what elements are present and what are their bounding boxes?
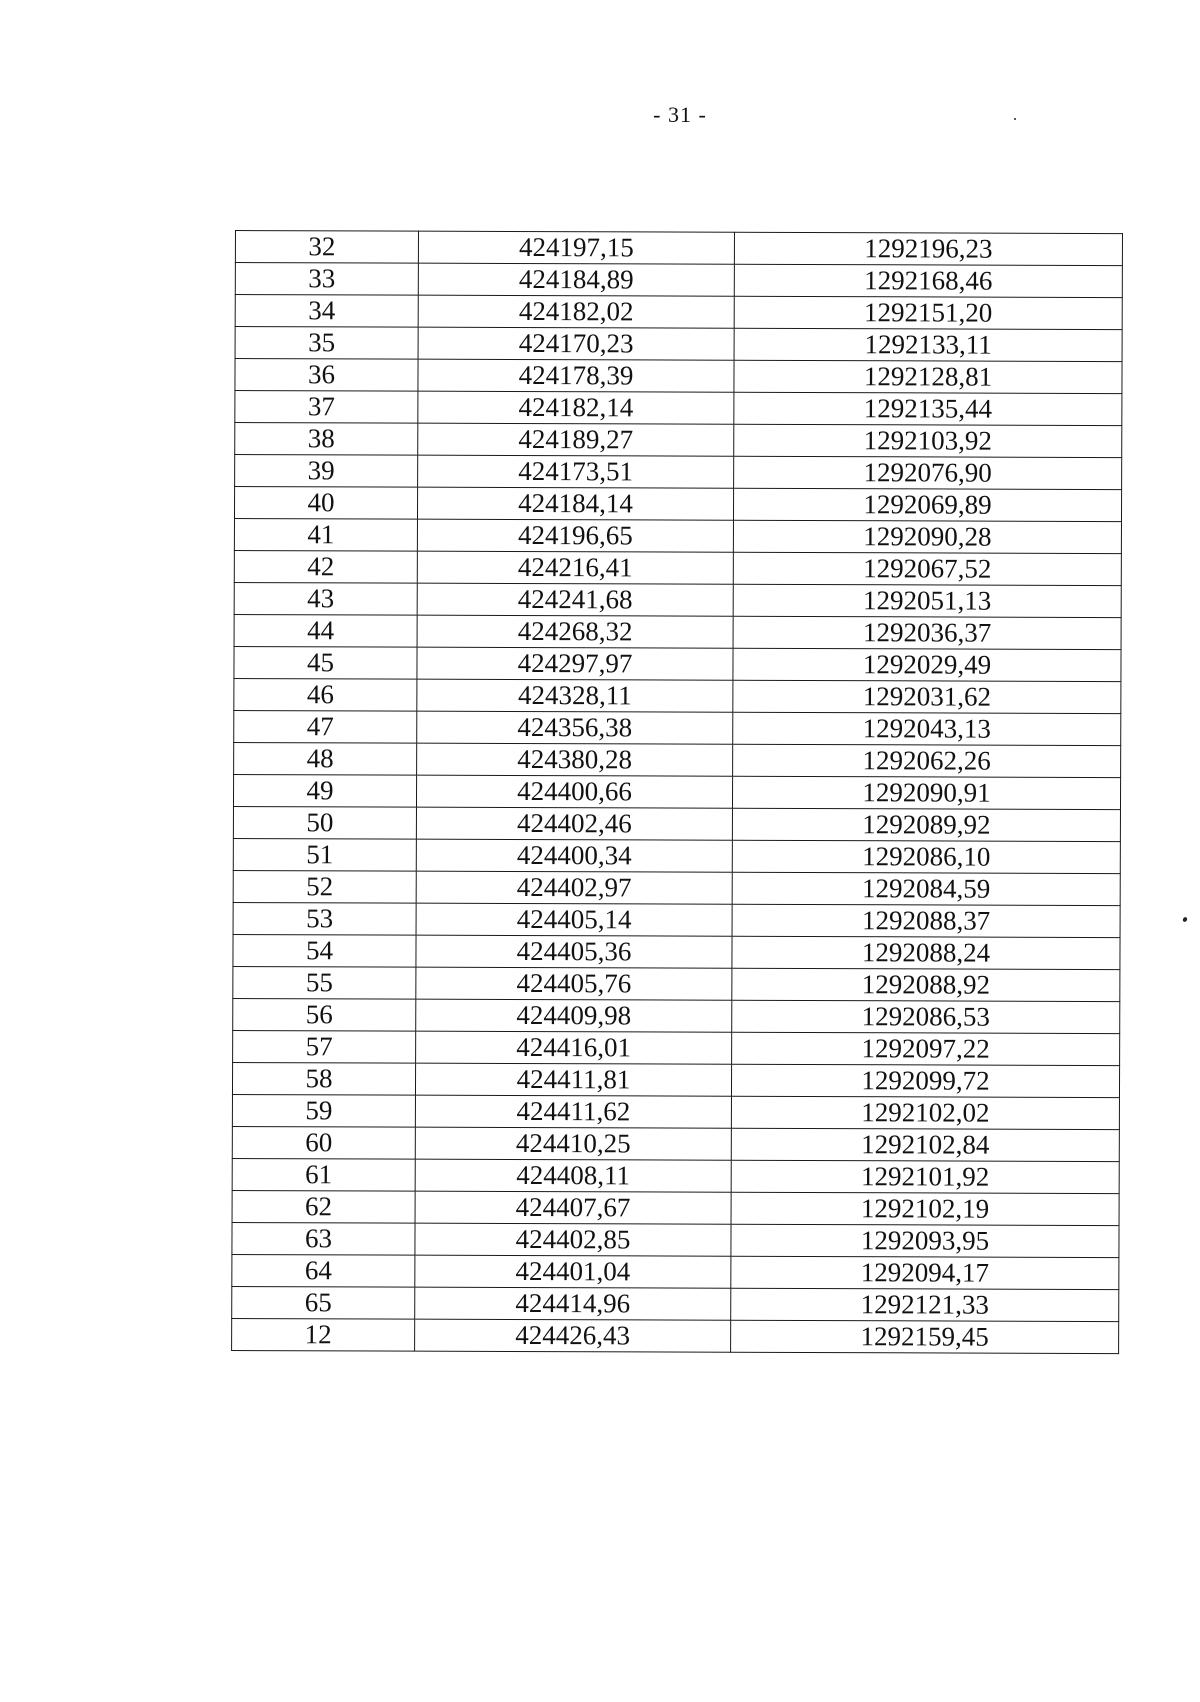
x-coordinate-cell: 424178,39 — [418, 359, 734, 392]
point-number-cell: 55 — [233, 966, 416, 999]
table-row — [233, 998, 1120, 1033]
y-coordinate-cell: 1292090,91 — [732, 776, 1120, 809]
x-coordinate-cell: 424189,27 — [418, 423, 734, 456]
point-number-cell: 45 — [234, 646, 417, 679]
y-coordinate-cell: 1292151,20 — [734, 296, 1122, 329]
x-coordinate-cell: 424400,34 — [416, 839, 732, 872]
x-coordinate-cell: 424182,02 — [418, 295, 734, 328]
x-coordinate-cell: 424182,14 — [418, 391, 734, 424]
point-number-cell: 38 — [235, 423, 418, 456]
y-coordinate-cell: 1292031,62 — [733, 680, 1121, 713]
y-coordinate-cell: 1292086,10 — [732, 840, 1120, 873]
y-coordinate-cell: 1292102,19 — [731, 1192, 1119, 1225]
point-number-cell: 65 — [232, 1286, 415, 1319]
y-coordinate-cell: 1292029,49 — [733, 648, 1121, 681]
x-coordinate-cell: 424408,11 — [415, 1159, 731, 1192]
point-number-cell: 53 — [233, 902, 416, 935]
table-row — [232, 1254, 1119, 1289]
y-coordinate-cell: 1292121,33 — [731, 1288, 1119, 1321]
point-number-cell: 48 — [234, 742, 417, 775]
table-row — [233, 806, 1120, 841]
table-row — [235, 423, 1122, 458]
table-row — [232, 1286, 1119, 1321]
x-coordinate-cell: 424410,25 — [415, 1127, 731, 1160]
point-number-cell: 49 — [233, 774, 416, 807]
y-coordinate-cell: 1292102,02 — [731, 1096, 1119, 1129]
y-coordinate-cell: 1292051,13 — [733, 584, 1121, 617]
point-number-cell: 36 — [235, 359, 418, 392]
table-row — [235, 295, 1122, 330]
y-coordinate-cell: 1292036,37 — [733, 616, 1121, 649]
point-number-cell: 63 — [232, 1222, 415, 1255]
point-number-cell: 34 — [235, 295, 418, 328]
x-coordinate-cell: 424402,97 — [416, 871, 732, 904]
y-coordinate-cell: 1292043,13 — [733, 712, 1121, 745]
point-number-cell: 60 — [232, 1126, 415, 1159]
table-row — [234, 678, 1121, 713]
y-coordinate-cell: 1292090,28 — [733, 520, 1121, 553]
x-coordinate-cell: 424184,89 — [418, 263, 734, 296]
point-number-cell: 50 — [233, 806, 416, 839]
y-coordinate-cell: 1292097,22 — [732, 1032, 1120, 1065]
x-coordinate-cell: 424407,67 — [415, 1191, 731, 1224]
scan-speck — [1182, 916, 1188, 922]
table-row — [235, 455, 1122, 490]
point-number-cell: 37 — [235, 391, 418, 424]
x-coordinate-cell: 424173,51 — [418, 455, 734, 488]
table-row — [234, 519, 1121, 554]
point-number-cell: 43 — [234, 582, 417, 615]
x-coordinate-cell: 424402,46 — [416, 807, 732, 840]
y-coordinate-cell: 1292196,23 — [734, 232, 1122, 265]
x-coordinate-cell: 424402,85 — [415, 1223, 731, 1256]
point-number-cell: 32 — [235, 231, 418, 264]
y-coordinate-cell: 1292133,11 — [734, 328, 1122, 361]
table-row — [235, 327, 1122, 362]
point-number-cell: 46 — [234, 678, 417, 711]
x-coordinate-cell: 424426,43 — [415, 1319, 731, 1352]
table-row — [233, 902, 1120, 937]
table-row — [233, 966, 1120, 1001]
table-row — [234, 710, 1121, 745]
x-coordinate-cell: 424400,66 — [416, 775, 732, 808]
table-row — [232, 1062, 1119, 1097]
table-row — [234, 550, 1121, 585]
y-coordinate-cell: 1292069,89 — [733, 488, 1121, 521]
x-coordinate-cell: 424411,62 — [415, 1095, 731, 1128]
table-row — [234, 487, 1121, 522]
point-number-cell: 12 — [232, 1318, 415, 1351]
y-coordinate-cell: 1292062,26 — [733, 744, 1121, 777]
x-coordinate-cell: 424196,65 — [417, 519, 733, 552]
y-coordinate-cell: 1292094,17 — [731, 1256, 1119, 1289]
x-coordinate-cell: 424241,68 — [417, 583, 733, 616]
point-number-cell: 44 — [234, 614, 417, 647]
table-row — [235, 359, 1122, 394]
x-coordinate-cell: 424356,38 — [417, 711, 733, 744]
x-coordinate-cell: 424405,14 — [416, 903, 732, 936]
table-row — [232, 1318, 1119, 1353]
table-row — [233, 934, 1120, 969]
table-row — [232, 1126, 1119, 1161]
page-number: - 31 - — [653, 102, 707, 127]
y-coordinate-cell: 1292099,72 — [731, 1064, 1119, 1097]
x-coordinate-cell: 424197,15 — [418, 231, 734, 264]
y-coordinate-cell: 1292135,44 — [734, 392, 1122, 425]
table-row — [233, 1030, 1120, 1065]
table-row — [235, 263, 1122, 298]
x-coordinate-cell: 424268,32 — [417, 615, 733, 648]
y-coordinate-cell: 1292093,95 — [731, 1224, 1119, 1257]
table-row — [232, 1222, 1119, 1257]
coordinates-table — [231, 230, 1123, 1354]
x-coordinate-cell: 424409,98 — [416, 999, 732, 1032]
point-number-cell: 51 — [233, 838, 416, 871]
table-row — [232, 1158, 1119, 1193]
table-row — [233, 838, 1120, 873]
x-coordinate-cell: 424184,14 — [417, 487, 733, 520]
coordinates-table-body — [232, 231, 1123, 1354]
y-coordinate-cell: 1292128,81 — [734, 360, 1122, 393]
point-number-cell: 40 — [234, 487, 417, 520]
y-coordinate-cell: 1292103,92 — [734, 424, 1122, 457]
x-coordinate-cell: 424380,28 — [417, 743, 733, 776]
point-number-cell: 33 — [235, 263, 418, 296]
table-row — [234, 582, 1121, 617]
x-coordinate-cell: 424416,01 — [416, 1031, 732, 1064]
point-number-cell: 52 — [233, 870, 416, 903]
table-row — [235, 391, 1122, 426]
table-row — [233, 870, 1120, 905]
y-coordinate-cell: 1292102,84 — [731, 1128, 1119, 1161]
point-number-cell: 41 — [234, 519, 417, 552]
y-coordinate-cell: 1292076,90 — [734, 456, 1122, 489]
y-coordinate-cell: 1292101,92 — [731, 1160, 1119, 1193]
table-row — [234, 742, 1121, 777]
table-row — [233, 774, 1120, 809]
y-coordinate-cell: 1292088,24 — [732, 936, 1120, 969]
y-coordinate-cell: 1292088,37 — [732, 904, 1120, 937]
x-coordinate-cell: 424328,11 — [417, 679, 733, 712]
table-row — [234, 614, 1121, 649]
y-coordinate-cell: 1292086,53 — [732, 1000, 1120, 1033]
point-number-cell: 59 — [232, 1094, 415, 1127]
x-coordinate-cell: 424405,76 — [416, 967, 732, 1000]
point-number-cell: 62 — [232, 1190, 415, 1223]
y-coordinate-cell: 1292067,52 — [733, 552, 1121, 585]
x-coordinate-cell: 424411,81 — [415, 1063, 731, 1096]
table-row — [235, 231, 1122, 266]
point-number-cell: 39 — [235, 455, 418, 488]
table-row — [232, 1190, 1119, 1225]
y-coordinate-cell: 1292159,45 — [731, 1320, 1119, 1353]
scan-speck — [1014, 118, 1016, 120]
point-number-cell: 64 — [232, 1254, 415, 1287]
x-coordinate-cell: 424297,97 — [417, 647, 733, 680]
table-row — [232, 1094, 1119, 1129]
y-coordinate-cell: 1292089,92 — [732, 808, 1120, 841]
point-number-cell: 42 — [234, 550, 417, 583]
x-coordinate-cell: 424170,23 — [418, 327, 734, 360]
point-number-cell: 58 — [232, 1062, 415, 1095]
point-number-cell: 56 — [233, 998, 416, 1031]
point-number-cell: 57 — [233, 1030, 416, 1063]
table-row — [234, 646, 1121, 681]
point-number-cell: 35 — [235, 327, 418, 360]
x-coordinate-cell: 424401,04 — [415, 1255, 731, 1288]
x-coordinate-cell: 424216,41 — [417, 551, 733, 584]
x-coordinate-cell: 424405,36 — [416, 935, 732, 968]
point-number-cell: 47 — [234, 710, 417, 743]
point-number-cell: 61 — [232, 1158, 415, 1191]
y-coordinate-cell: 1292084,59 — [732, 872, 1120, 905]
point-number-cell: 54 — [233, 934, 416, 967]
y-coordinate-cell: 1292168,46 — [734, 264, 1122, 297]
x-coordinate-cell: 424414,96 — [415, 1287, 731, 1320]
y-coordinate-cell: 1292088,92 — [732, 968, 1120, 1001]
